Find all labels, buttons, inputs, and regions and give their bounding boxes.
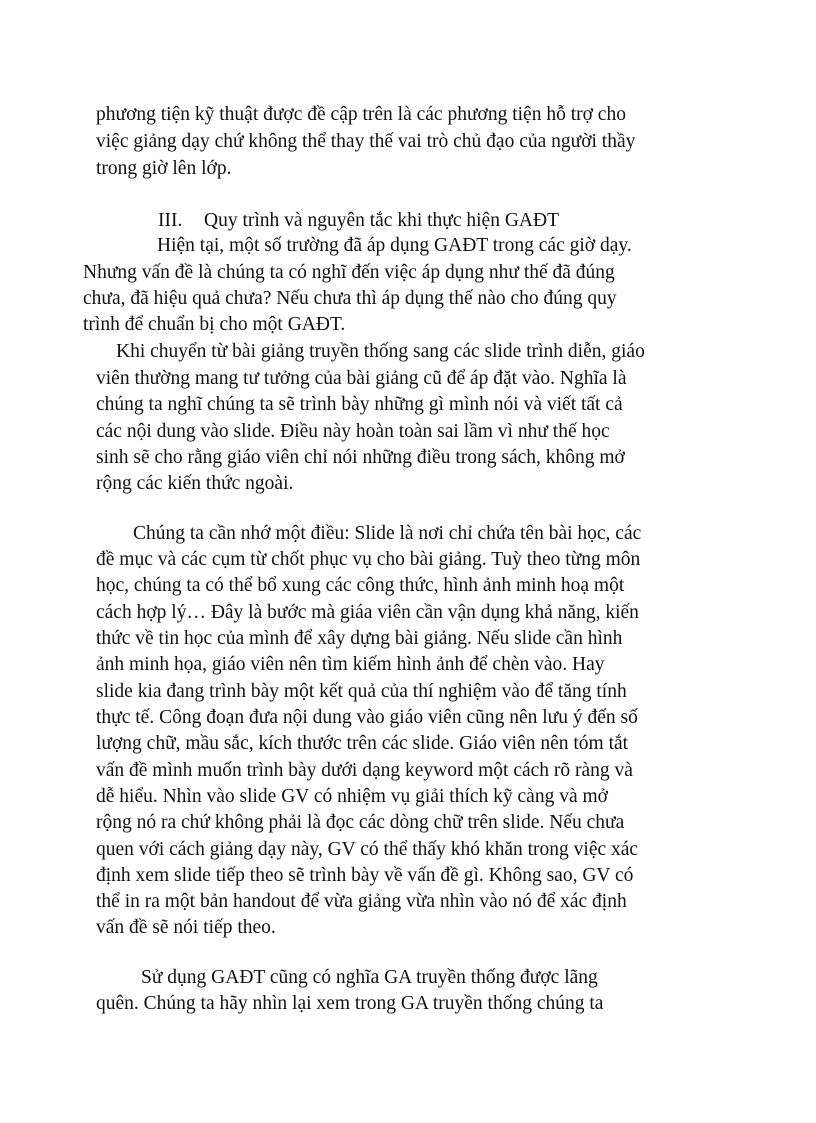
p2-line-4: các nội dung vào slide. Điều này hoàn toàn sai lầm vì như thế học bbox=[96, 421, 610, 442]
p3-line-8: thực tế. Công đoạn đưa nội dung vào giáo viên cũng nên lưu ý đến số bbox=[96, 707, 638, 728]
intro-line-3: trong giờ lên lớp. bbox=[96, 158, 232, 179]
p2-line-3: chúng ta nghĩ chúng ta sẽ trình bày những gì mình nói và viết tất cả bbox=[96, 394, 623, 415]
p2-line-5: sinh sẽ cho rằng giáo viên chỉ nói những điều trong sách, không mở bbox=[96, 447, 625, 468]
p4-line-1: Sử dụng GAĐT cũng có nghĩa GA truyền thống được lãng bbox=[141, 967, 598, 988]
p3-line-3: học, chúng ta có thể bổ xung các công thức, hình ảnh minh hoạ một bbox=[96, 575, 625, 596]
p3-line-10: vấn đề mình muốn trình bày dưới dạng keyword một cách rõ ràng và bbox=[96, 760, 633, 781]
p3-line-6: ảnh minh họa, giáo viên nên tìm kiếm hình ảnh để chèn vào. Hay bbox=[96, 654, 605, 675]
p3-line-5: thức về tin học của mình để xây dựng bài giảng. Nếu slide cần hình bbox=[96, 628, 623, 649]
p1-line-4: trình để chuẩn bị cho một GAĐT. bbox=[83, 314, 346, 335]
section-heading-number: III. bbox=[158, 210, 183, 231]
section-heading-title: Quy trình và nguyên tắc khi thực hiện GAĐT bbox=[204, 210, 559, 231]
p3-line-15: thể in ra một bản handout để vừa giảng vừa nhìn vào nó để xác định bbox=[96, 891, 627, 912]
p1-line-1: Hiện tại, một số trường đã áp dụng GAĐT trong các giờ dạy. bbox=[157, 235, 632, 256]
p3-line-1: Chúng ta cần nhớ một điều: Slide là nơi chỉ chứa tên bài học, các bbox=[133, 523, 642, 544]
p3-line-14: định xem slide tiếp theo sẽ trình bày về vấn đề gì. Không sao, GV có bbox=[96, 865, 634, 886]
p3-line-2: đề mục và các cụm từ chốt phục vụ cho bài giảng. Tuỳ theo từng môn bbox=[96, 549, 641, 570]
p2-line-6: rộng các kiến thức ngoài. bbox=[96, 473, 294, 494]
p1-line-2: Nhưng vấn đề là chúng ta có nghĩ đến việc áp dụng như thế đã đúng bbox=[83, 262, 615, 283]
p1-line-3: chưa, đã hiệu quả chưa? Nếu chưa thì áp dụng thế nào cho đúng quy bbox=[83, 288, 617, 309]
p3-line-4: cách hợp lý… Đây là bước mà giáa viên cần vận dụng khả năng, kiến bbox=[96, 602, 639, 623]
intro-line-1: phương tiện kỹ thuật được đề cập trên là các phương tiện hỗ trợ cho bbox=[96, 104, 626, 125]
p3-line-12: rộng nó ra chứ không phải là đọc các dòng chữ trên slide. Nếu chưa bbox=[96, 812, 625, 833]
intro-line-2: việc giảng dạy chứ không thể thay thế vai trò chủ đạo của người thầy bbox=[96, 131, 636, 152]
p3-line-11: dễ hiểu. Nhìn vào slide GV có nhiệm vụ giải thích kỹ càng và mở bbox=[96, 786, 608, 807]
p2-line-1: Khi chuyển từ bài giảng truyền thống sang các slide trình diễn, giáo bbox=[116, 341, 645, 362]
p3-line-13: quen với cách giảng dạy này, GV có thể thấy khó khăn trong việc xác bbox=[96, 839, 639, 860]
p3-line-9: lượng chữ, mầu sắc, kích thước trên các slide. Giáo viên nên tóm tắt bbox=[96, 733, 629, 754]
p3-line-7: slide kia đang trình bày một kết quả của thí nghiệm vào để tăng tính bbox=[96, 681, 627, 702]
p4-line-2: quên. Chúng ta hãy nhìn lại xem trong GA truyền thống chúng ta bbox=[96, 993, 604, 1014]
p3-line-16: vấn đề sẽ nói tiếp theo. bbox=[96, 917, 276, 938]
p2-line-2: viên thường mang tư tưởng của bài giảng cũ để áp đặt vào. Nghĩa là bbox=[96, 368, 627, 389]
